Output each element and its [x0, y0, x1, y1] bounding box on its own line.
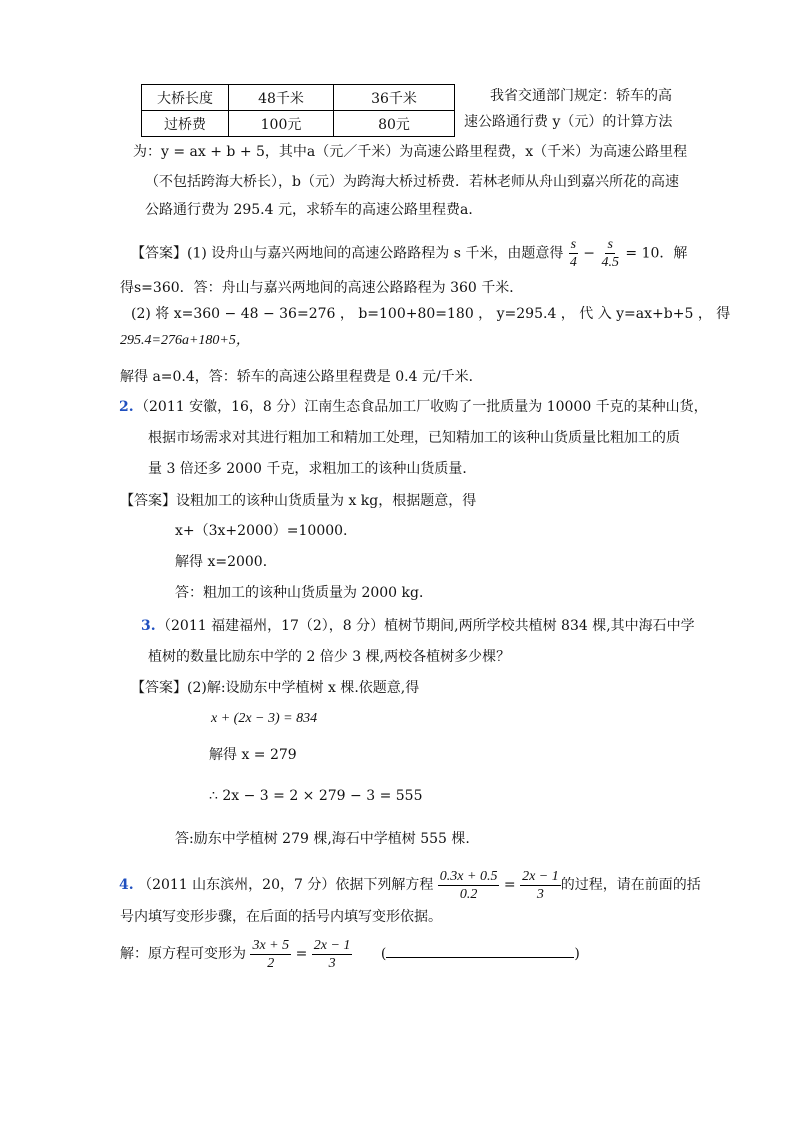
- answer-line: [131, 678, 419, 698]
- question-text: 的过程，请在前面的括: [560, 877, 701, 893]
- answer-line: 解得 a=0.4，答：轿车的高速公路里程费是 0.4 元/千米．: [120, 369, 483, 385]
- equals-sign: =: [295, 946, 308, 962]
- problem-text-line: 公路通行费为 295.4 元，求轿车的高速公路里程费a．: [145, 202, 483, 218]
- problem-text-line: （不包括跨海大桥长），b（元）为跨海大桥过桥费．若林老师从舟山到嘉兴所花的高速: [145, 174, 679, 190]
- answer-text: 设粗加工的该种山货质量为 x kg，根据题意，得: [176, 493, 477, 509]
- answer-line: 295.4=276a+180+5，: [120, 333, 250, 348]
- table-row: [142, 85, 455, 111]
- answer-line: [131, 236, 687, 271]
- table-cell: 48千米: [229, 85, 334, 111]
- problem-text-line: 速公路通行费 y（元）的计算方法: [464, 114, 673, 130]
- question-line: （2011 福建福州，17（2），8 分）植树节期间,两所学校共植树 834 棵,其中海石中学: [157, 618, 695, 634]
- fraction: $\frac{3x + 5}{2}$: [252, 937, 290, 971]
- answer-line: 得s=360．答：舟山与嘉兴两地间的高速公路路程为 360 千米．: [120, 280, 524, 296]
- fraction: $\frac{2x - 1}{3}$: [313, 937, 351, 971]
- problem-text-line: 为：y = ax + b + 5，其中a（元／千米）为高速公路里程费，x（千米）为高速公路里程: [133, 144, 688, 160]
- question-line: [119, 867, 701, 903]
- fraction: $\frac{s}{4.5}$: [601, 237, 619, 270]
- answer-blank[interactable]: [386, 943, 574, 958]
- table-cell: 大桥长度: [142, 85, 229, 111]
- answer-text: (2)解:设励东中学植树 x 棵.依题意,得: [187, 680, 420, 696]
- solution-line: [120, 936, 580, 972]
- question-text: （2011 山东滨州，20，7 分）依据下列解方程: [138, 877, 434, 893]
- answer-line: 解得 x=2000．: [175, 554, 277, 570]
- problem-text-line: 我省交通部门规定：轿车的高: [490, 88, 672, 104]
- answer-text: = 10．解: [625, 245, 688, 262]
- paren-close: ): [574, 946, 580, 962]
- answer-tag: 【答案】: [131, 680, 187, 696]
- answer-line: x+（3x+2000）=10000.: [175, 523, 348, 539]
- answer-text: (1) 设舟山与嘉兴两地间的高速公路路程为 s 千米，由题意得: [187, 245, 564, 262]
- answer-line: (2) 将 x=360 − 48 − 36=276 ， b=100+80=180 ， y=295.4 ， 代 入 y=ax+b+5 ， 得: [131, 306, 731, 322]
- table-row: [142, 111, 455, 137]
- question-line: （2011 安徽，16，8 分）江南生态食品加工厂收购了一批质量为 10000 千克的某种山货，: [135, 399, 708, 415]
- equation-line: 解得 x = 279: [209, 747, 297, 763]
- equation-line: ∴ 2x − 3 = 2 × 279 − 3 = 555: [209, 788, 423, 804]
- answer-line: 答:励东中学植树 279 棵,海石中学植树 555 棵.: [175, 831, 470, 847]
- table-cell: 36千米: [334, 85, 455, 111]
- question-line: 量 3 倍还多 2000 千克，求粗加工的该种山货质量．: [148, 461, 477, 477]
- answer-tag: 【答案】: [131, 245, 187, 262]
- solution-text: 解：原方程可变形为: [120, 946, 246, 962]
- fraction: $\frac{0.3x + 0.5}{0.2}$: [439, 868, 498, 902]
- table-cell: 100元: [229, 111, 334, 137]
- answer-tag: 【答案】: [120, 493, 176, 509]
- minus-sign: −: [583, 245, 596, 262]
- answer-line: [120, 491, 476, 511]
- equation-line: x + (2x − 3) = 834: [211, 711, 318, 726]
- answer-line: 答：粗加工的该种山货质量为 2000 kg．: [175, 585, 433, 601]
- question-number: 4.: [119, 877, 134, 893]
- question-line: 根据市场需求对其进行粗加工和精加工处理，已知精加工的该种山货质量比粗加工的质: [148, 430, 680, 446]
- question-line: 号内填写变形步骤，在后面的括号内填写变形依据。: [120, 909, 442, 925]
- question-number: 2.: [119, 399, 134, 415]
- fraction: $\frac{2x - 1}{3}$: [522, 868, 559, 902]
- equals-sign: =: [503, 877, 516, 893]
- question-line: 植树的数量比励东中学的 2 倍少 3 棵,两校各植树多少棵？: [148, 649, 511, 665]
- fraction: $\frac{s}{4}$: [569, 237, 577, 270]
- toll-table: [141, 84, 455, 137]
- table-cell: 过桥费: [142, 111, 229, 137]
- paren-open: (: [380, 946, 387, 962]
- question-number: 3.: [141, 618, 156, 634]
- table-cell: 80元: [334, 111, 455, 137]
